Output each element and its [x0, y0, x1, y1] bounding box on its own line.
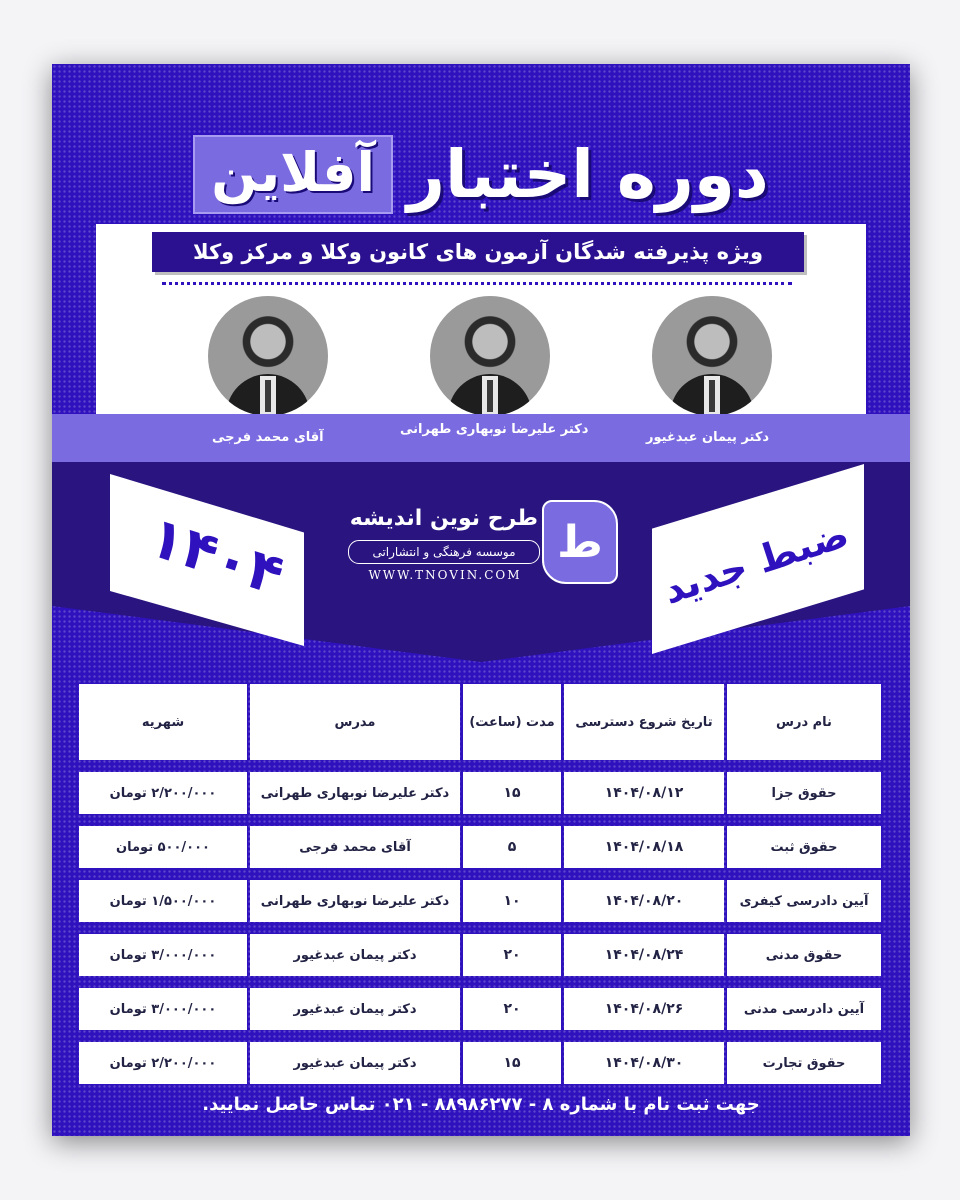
year-label: ۱۴۰۴ [141, 504, 292, 609]
teacher: دکتر علیرضا نوبهاری طهرانی [250, 772, 460, 814]
header-fee: شهریه [79, 684, 247, 760]
course-name: آیین دادرسی مدنی [727, 988, 881, 1030]
fee: ۲/۲۰۰/۰۰۰ تومان [79, 1042, 247, 1084]
header-start-date: تاریخ شروع دسترسی [564, 684, 724, 760]
table-row [79, 772, 881, 814]
start-date: ۱۴۰۴/۰۸/۱۸ [564, 826, 724, 868]
registration-contact: جهت ثبت نام با شماره ۸ - ۸۸۹۸۶۲۷۷ - ۰۲۱ تماس حاصل نمایید. [202, 1094, 760, 1115]
header-teacher: مدرس [250, 684, 460, 760]
course-name: حقوق مدنی [727, 934, 881, 976]
table-row [79, 880, 881, 922]
poster-subtitle: ویژه پذیرفته شدگان آزمون های کانون وکلا و مرکز وکلا [152, 232, 804, 272]
teacher-name-abdghayour: دکتر پیمان عبدغیور [646, 430, 770, 445]
publisher-subtitle: موسسه فرهنگی و انتشاراتی [348, 540, 540, 564]
fee: ۵۰۰/۰۰۰ تومان [79, 826, 247, 868]
teacher-photo-abdghayour [652, 296, 772, 416]
table-row [79, 1042, 881, 1084]
header-duration: مدت (ساعت) [463, 684, 561, 760]
duration: ۵ [463, 826, 561, 868]
table-row [79, 826, 881, 868]
courses-table [76, 672, 884, 1096]
teacher: دکتر پیمان عبدغیور [250, 1042, 460, 1084]
offline-badge: آفلاین [193, 135, 393, 214]
poster-title-row [52, 126, 910, 222]
poster-title: دوره اختبار [407, 135, 769, 213]
dotted-divider [162, 282, 792, 285]
table-row [79, 988, 881, 1030]
publisher-url: WWW.TNOVIN.COM [368, 568, 522, 582]
fee: ۳/۰۰۰/۰۰۰ تومان [79, 934, 247, 976]
start-date: ۱۴۰۴/۰۸/۱۲ [564, 772, 724, 814]
course-name: حقوق ثبت [727, 826, 881, 868]
fee: ۳/۰۰۰/۰۰۰ تومان [79, 988, 247, 1030]
publisher-logo-icon [542, 500, 618, 584]
duration: ۱۵ [463, 772, 561, 814]
duration: ۱۰ [463, 880, 561, 922]
header-course-name: نام درس [727, 684, 881, 760]
course-name: آیین دادرسی کیفری [727, 880, 881, 922]
start-date: ۱۴۰۴/۰۸/۳۰ [564, 1042, 724, 1084]
course-poster [52, 64, 910, 1136]
table-row [79, 934, 881, 976]
teacher: آقای محمد فرجی [250, 826, 460, 868]
teacher-photo-faraji [208, 296, 328, 416]
course-name: حقوق جزا [727, 772, 881, 814]
new-recording-label: ضبط جدید [657, 511, 854, 613]
logo-mark: ط [557, 516, 603, 568]
fee: ۱/۵۰۰/۰۰۰ تومان [79, 880, 247, 922]
teacher: دکتر پیمان عبدغیور [250, 934, 460, 976]
duration: ۱۵ [463, 1042, 561, 1084]
publisher-name: طرح نوین اندیشه [349, 506, 538, 531]
start-date: ۱۴۰۴/۰۸/۲۰ [564, 880, 724, 922]
start-date: ۱۴۰۴/۰۸/۲۴ [564, 934, 724, 976]
start-date: ۱۴۰۴/۰۸/۲۶ [564, 988, 724, 1030]
teacher-name-nobahari: دکتر علیرضا نوبهاری طهرانی [400, 422, 589, 437]
table-header-row [79, 684, 881, 760]
duration: ۲۰ [463, 934, 561, 976]
teacher: دکتر علیرضا نوبهاری طهرانی [250, 880, 460, 922]
duration: ۲۰ [463, 988, 561, 1030]
course-name: حقوق تجارت [727, 1042, 881, 1084]
teacher-name-faraji: آقای محمد فرجی [212, 430, 324, 445]
teacher-photo-nobahari [430, 296, 550, 416]
teacher: دکتر پیمان عبدغیور [250, 988, 460, 1030]
fee: ۲/۲۰۰/۰۰۰ تومان [79, 772, 247, 814]
